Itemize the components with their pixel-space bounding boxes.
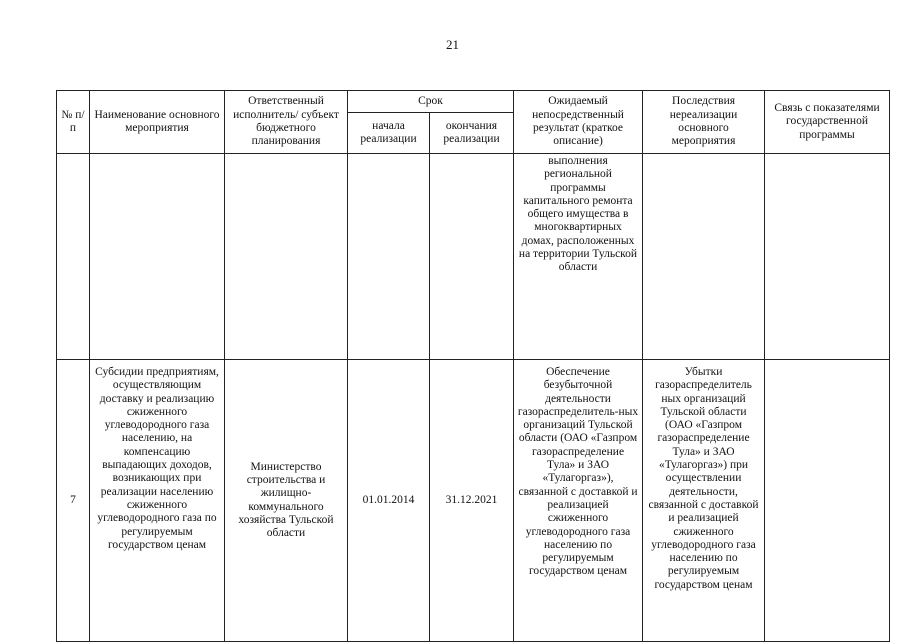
activities-table [56, 90, 890, 642]
header-num: № п/п [57, 91, 90, 154]
cell-empty [430, 154, 514, 360]
cell-start: 01.01.2014 [348, 360, 430, 642]
cell-end: 31.12.2021 [430, 360, 514, 642]
table-row [57, 360, 890, 642]
header-result: Ожидаемый непосредственный результат (краткое описание) [514, 91, 643, 154]
cell-link [765, 360, 890, 642]
header-term-end: окончания реализации [430, 113, 514, 154]
cell-empty [348, 154, 430, 360]
cell-consequences: Убытки газораспределитель ных организаций Тульской области (ОАО «Газпром газораспределение Тула» и ЗАО «Тулагоргаз») при осуществлении деятельности, связанной с доставкой и реализацией сжиженного углеводородного газа населению по регулируемым государством ценам [643, 360, 765, 642]
header-row-top [57, 91, 890, 113]
cell-executor: Министерство строительства и жилищно-коммунального хозяйства Тульской области [225, 360, 348, 642]
cell-empty [225, 154, 348, 360]
cell-num: 7 [57, 360, 90, 642]
cell-empty [765, 154, 890, 360]
header-executor: Ответственный исполнитель/ субъект бюджетного планирования [225, 91, 348, 154]
header-consequences: Последствия нереализации основного мероприятия [643, 91, 765, 154]
cell-result-continuation: выполнения региональной программы капитального ремонта общего имущества в многоквартирных домах, расположенных на территории Тульской области [514, 154, 643, 360]
cell-empty [90, 154, 225, 360]
cell-name: Субсидии предприятиям, осуществляющим доставку и реализацию сжиженного углеводородного газа населению, на компенсацию выпадающих доходов, возникающих при реализации населению сжиженного углеводородного газа по регулируемым государством ценам [90, 360, 225, 642]
cell-result: Обеспечение безубыточной деятельности газораспределитель-ных организаций Тульской области (ОАО «Газпром газораспределение Тула» и ЗАО «Тулагоргаз»), связанной с доставкой и реализацией сжиженного углеводородного газа населению по регулируемым государством ценам [514, 360, 643, 642]
page-number: 21 [446, 37, 459, 52]
header-name: Наименование основного мероприятия [90, 91, 225, 154]
header-term: Срок [348, 91, 514, 113]
header-term-start: начала реализации [348, 113, 430, 154]
table-row [57, 154, 890, 360]
cell-empty [57, 154, 90, 360]
header-link: Связь с показателями государственной программы [765, 91, 890, 154]
cell-empty [643, 154, 765, 360]
